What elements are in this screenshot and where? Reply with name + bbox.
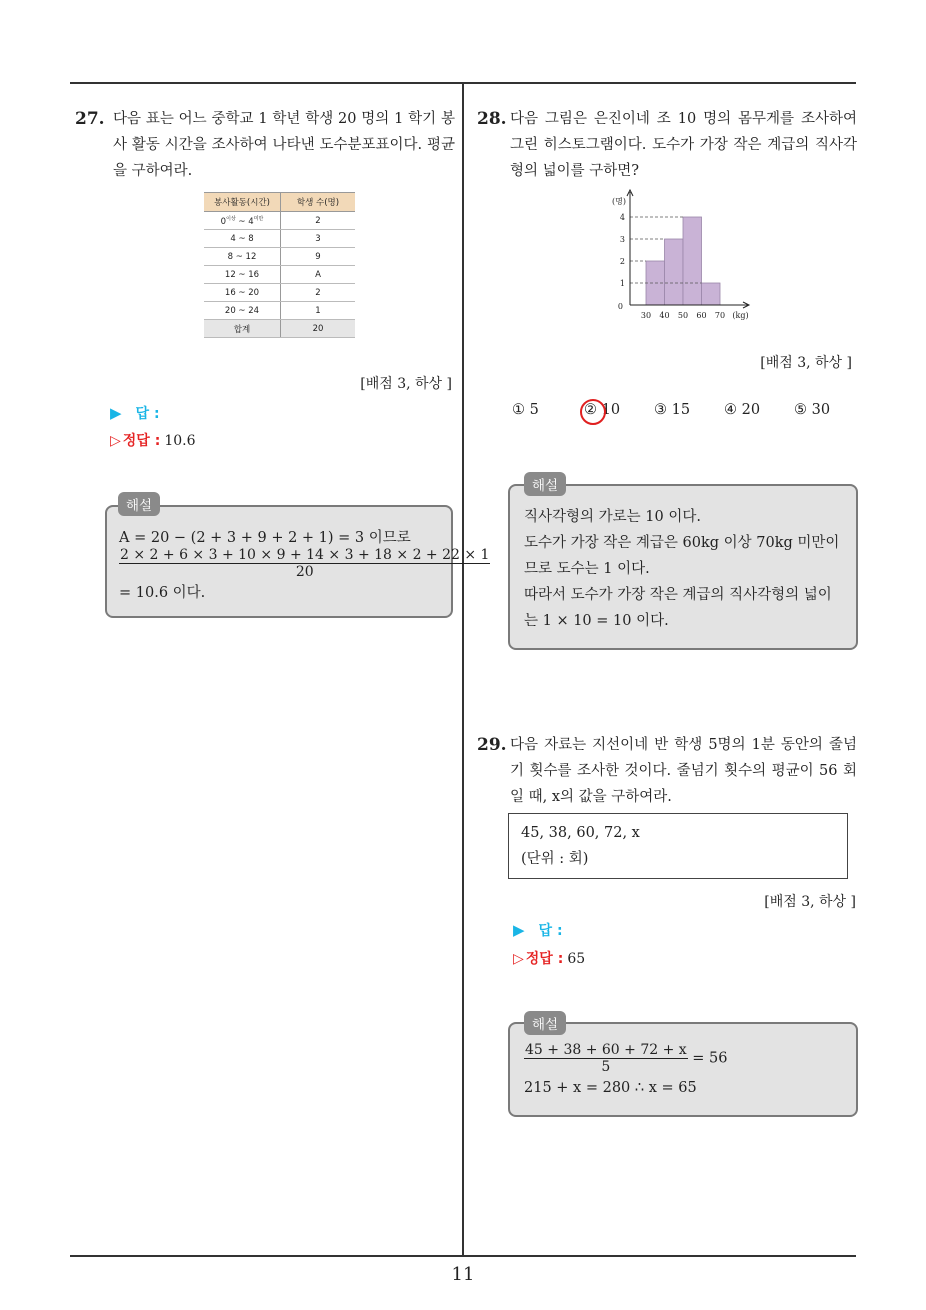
table-cell: 3 xyxy=(281,230,356,248)
y-tick-label: 1 xyxy=(619,279,625,288)
answer-line xyxy=(513,920,563,940)
question-text: 다음 표는 어느 중학교 1 학년 학생 20 명의 1 학기 봉사 활동 시간을 조사하여 나타낸 도수분포표이다. 평균을 구하여라. xyxy=(113,111,455,179)
solution-line: 215 + x = 280 ∴ x = 65 xyxy=(524,1080,697,1096)
data-unit: (단위 : 회) xyxy=(521,851,589,867)
solution-line: = 10.6 이다. xyxy=(119,585,206,601)
solution-line: 따라서 도수가 가장 작은 계급의 직사각형의 넓이 xyxy=(524,587,832,603)
table-row xyxy=(204,284,355,302)
score-label: [배점 3, 하상 ] xyxy=(764,894,856,910)
correct-answer-line xyxy=(110,430,195,450)
table-cell: 20 ~ 24 xyxy=(204,302,281,320)
solution-body xyxy=(119,525,490,606)
table-row xyxy=(204,302,355,320)
solution-line: $\frac{45 + 38 + 60 + 72 + x}{5}$ = 56 xyxy=(525,1042,728,1075)
solution-fraction: $\frac{2 \times 2 + 6 \times 3 + 10 \times 9 + 14 \times 3 + 18 \times 2 + 22 \times 1}{20}$ xyxy=(120,547,490,580)
x-axis-unit: (kg) xyxy=(732,311,749,320)
choice-3[interactable]: ③ 15 xyxy=(654,402,691,418)
table-cell: 합계 xyxy=(204,320,281,338)
outline-arrow-icon: ▷ xyxy=(513,951,524,967)
solution-box xyxy=(508,484,858,650)
data-values: 45, 38, 60, 72, x xyxy=(521,825,640,841)
solution-line: 직사각형의 가로는 10 이다. xyxy=(524,509,701,525)
table-row xyxy=(204,230,355,248)
frequency-table xyxy=(204,192,355,338)
solution-fraction: $\frac{45 + 38 + 60 + 72 + x}{5}$ xyxy=(525,1042,687,1075)
question-number: 27. xyxy=(75,109,105,129)
correct-label: 정답 : xyxy=(525,951,564,967)
correct-answer-line xyxy=(513,948,585,968)
column-divider xyxy=(462,82,464,1257)
y-tick-label: 4 xyxy=(619,213,625,222)
question-number: 29. xyxy=(477,735,507,755)
table-cell: A xyxy=(281,266,356,284)
choice-5[interactable]: ⑤ 30 xyxy=(794,402,831,418)
question-number: 28. xyxy=(477,109,507,129)
y-axis-unit: (명) xyxy=(612,197,626,206)
answer-label: 답 : xyxy=(538,923,563,939)
choice-2[interactable]: ② 10 xyxy=(584,402,620,418)
x-tick-label: 70 xyxy=(714,311,726,320)
solution-line: 는 1 × 10 = 10 이다. xyxy=(524,613,669,629)
histogram-bar xyxy=(665,239,684,305)
table-row xyxy=(204,266,355,284)
solution-box xyxy=(105,505,490,618)
table-cell: 1 xyxy=(281,302,356,320)
x-tick-label: 40 xyxy=(659,311,670,320)
table-cell: 2 xyxy=(281,212,356,230)
choice-1[interactable]: ① 5 xyxy=(512,402,539,418)
table-total-row xyxy=(204,320,355,338)
solution-body xyxy=(524,504,854,634)
table-cell: 8 ~ 12 xyxy=(204,248,281,266)
solution-line: A = 20 − (2 + 3 + 9 + 2 + 1) = 3 이므로 xyxy=(119,530,411,546)
play-arrow-icon: ▶ xyxy=(513,921,525,939)
correct-label: 정답 : xyxy=(122,433,161,449)
question-27 xyxy=(75,106,455,184)
x-tick-label: 50 xyxy=(677,311,689,320)
table-cell: 16 ~ 20 xyxy=(204,284,281,302)
table-cell: 4 ~ 8 xyxy=(204,230,281,248)
table-cell: 9 xyxy=(281,248,356,266)
score-label: [배점 3, 하상 ] xyxy=(360,376,452,392)
question-text: 다음 자료는 지선이네 반 학생 5명의 1분 동안의 줄넘기 횟수를 조사한 것이다. 줄넘기 횟수의 평균이 56 회일 때, x의 값을 구하여라. xyxy=(510,737,857,805)
histogram-bar xyxy=(683,217,702,305)
question-29 xyxy=(477,732,857,810)
page-number: 11 xyxy=(451,1264,475,1285)
choice-4[interactable]: ④ 20 xyxy=(724,402,761,418)
bottom-rule xyxy=(70,1255,856,1257)
histogram-bar xyxy=(702,283,721,305)
play-arrow-icon: ▶ xyxy=(110,404,122,422)
solution-body xyxy=(524,1042,854,1101)
table-cell: 0 xyxy=(220,216,227,227)
data-box xyxy=(508,813,848,879)
selected-circle-icon xyxy=(580,399,606,425)
answer-line xyxy=(110,403,160,423)
solution-tag: 해설 xyxy=(118,492,160,516)
question-28 xyxy=(477,106,857,184)
correct-value: 10.6 xyxy=(164,433,196,449)
answer-label: 답 : xyxy=(135,406,160,422)
histogram-chart xyxy=(608,188,760,333)
solution-box xyxy=(508,1022,858,1117)
table-row: $0^{이상}$ ~ $4^{미만}$ 2 xyxy=(204,212,355,230)
solution-tag: 해설 xyxy=(524,1011,566,1035)
outline-arrow-icon: ▷ xyxy=(110,433,121,449)
table-cell: 12 ~ 16 xyxy=(204,266,281,284)
table-header: 봉사활동(시간) xyxy=(204,193,281,212)
question-text: 다음 그림은 은진이네 조 10 명의 몸무게를 조사하여 그린 히스토그램이다. 도수가 가장 작은 계급의 직사각형의 넓이를 구하면? xyxy=(510,111,857,179)
y-tick-label: 2 xyxy=(619,257,625,266)
origin-label: 0 xyxy=(617,302,623,311)
solution-tag: 해설 xyxy=(524,472,566,496)
x-tick-label: 60 xyxy=(696,311,707,320)
x-tick-label: 30 xyxy=(640,311,652,320)
table-cell: 2 xyxy=(281,284,356,302)
table-row xyxy=(204,248,355,266)
y-tick-label: 3 xyxy=(619,235,625,244)
solution-line: 도수가 가장 작은 계급은 60kg 이상 70kg 미만이 xyxy=(524,535,840,551)
solution-line: 므로 도수는 1 이다. xyxy=(524,561,650,577)
score-label: [배점 3, 하상 ] xyxy=(760,355,852,371)
table-header: 학생 수(명) xyxy=(281,193,356,212)
table-cell: 20 xyxy=(281,320,356,338)
correct-value: 65 xyxy=(567,951,586,967)
